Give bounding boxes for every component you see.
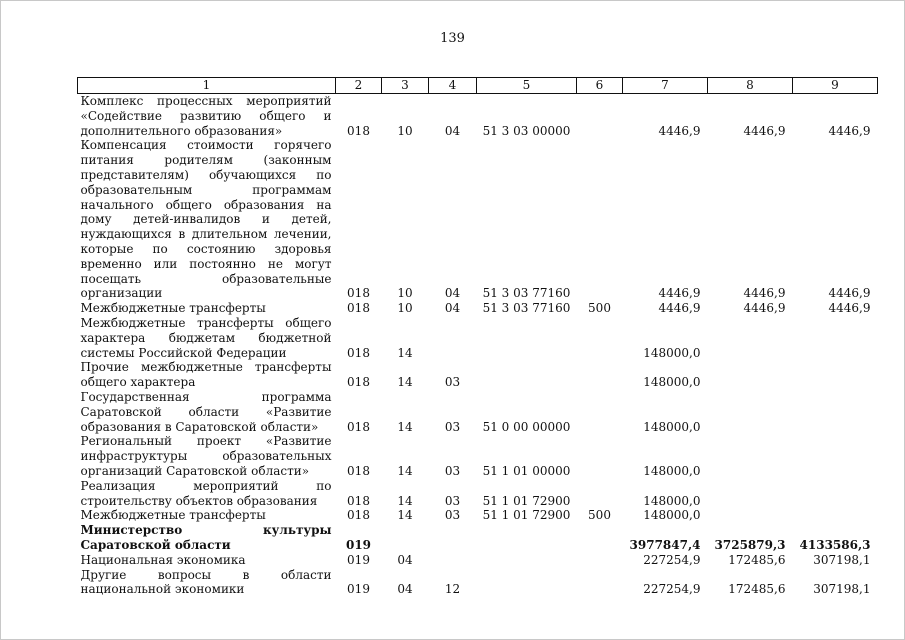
column-header: 2 [336, 78, 382, 94]
row-name: Реализация мероприятий по строительству объектов образования [80, 478, 332, 508]
code-section: 14 [397, 463, 413, 478]
amount-col7: 3977847,4 [629, 537, 701, 552]
code-subsection: 04 [444, 123, 461, 138]
row-name: Национальная экономика [80, 552, 246, 567]
table-row [78, 523, 878, 553]
code-target-article: 51 3 03 77160 [482, 286, 571, 301]
amount-col9: 307198,1 [813, 582, 871, 597]
code-ministry: 019 [347, 582, 370, 597]
code-ministry: 019 [345, 537, 372, 552]
code-ministry: 018 [347, 463, 370, 478]
code-target-article [477, 568, 577, 598]
code-target-article [477, 553, 577, 568]
code-target-article: 51 1 01 72900 [482, 508, 571, 523]
code-expense-type [577, 434, 623, 478]
code-subsection: 03 [444, 508, 461, 523]
table-row [78, 138, 878, 301]
code-expense-type [577, 568, 623, 598]
table-row [78, 94, 878, 139]
code-subsection: 04 [444, 286, 461, 301]
code-section: 14 [397, 345, 413, 360]
amount-col9: 4446,9 [828, 286, 871, 301]
amount-col7: 148000,0 [643, 508, 701, 523]
table-row [78, 360, 878, 390]
table-row [78, 479, 878, 509]
amount-col8 [708, 360, 793, 390]
amount-col8 [708, 479, 793, 509]
column-header: 7 [623, 78, 708, 94]
code-section: 10 [397, 301, 413, 316]
code-expense-type [577, 553, 623, 568]
code-target-article [477, 523, 577, 553]
column-header: 6 [577, 78, 623, 94]
row-name: Межбюджетные трансферты [80, 301, 266, 316]
table-body [78, 94, 878, 598]
amount-col7: 148000,0 [643, 345, 701, 360]
amount-col7: 148000,0 [643, 493, 701, 508]
code-expense-type [577, 94, 623, 139]
code-ministry: 018 [347, 301, 370, 316]
page-number: 139 [440, 31, 465, 46]
amount-col8 [708, 434, 793, 478]
amount-col8: 4446,9 [743, 301, 786, 316]
code-expense-type: 500 [588, 301, 611, 316]
amount-col8: 4446,9 [743, 123, 786, 138]
code-target-article [477, 360, 577, 390]
amount-col9: 4446,9 [828, 301, 871, 316]
amount-col7: 148000,0 [643, 375, 701, 390]
amount-col9 [793, 316, 878, 360]
code-ministry: 018 [347, 508, 370, 523]
code-target-article: 51 1 01 72900 [482, 493, 571, 508]
amount-col7: 4446,9 [658, 286, 701, 301]
code-section: 10 [397, 123, 413, 138]
header-row [78, 78, 878, 94]
code-ministry: 018 [347, 493, 370, 508]
table-row [78, 508, 878, 523]
code-target-article [477, 316, 577, 360]
amount-col9: 4133586,3 [799, 537, 871, 552]
amount-col8 [708, 390, 793, 434]
table-row [78, 316, 878, 360]
code-section: 14 [397, 375, 413, 390]
amount-col9 [793, 434, 878, 478]
code-target-article: 51 3 03 00000 [482, 123, 571, 138]
column-header: 8 [708, 78, 793, 94]
table-row [78, 568, 878, 598]
row-name: Компенсация стоимости горячего питания родителям (законным представителям) обучающихся по образовательным программам начального общего образования на дому детей-инвалидов и детей, нуждающихся в длительном лечении, которые по состоянию здоровья временно или постоянно не могут посещать образовательные организации [80, 138, 332, 301]
code-target-article: 51 1 01 00000 [482, 463, 571, 478]
code-section: 04 [397, 582, 413, 597]
amount-col9 [793, 390, 878, 434]
amount-col8: 3725879,3 [714, 537, 786, 552]
table-row [78, 301, 878, 316]
row-name: Межбюджетные трансферты [80, 508, 266, 523]
table-row [78, 390, 878, 434]
column-header: 1 [78, 78, 336, 94]
code-section: 14 [397, 508, 413, 523]
amount-col7: 4446,9 [658, 301, 701, 316]
code-expense-type [577, 479, 623, 509]
row-name: Прочие межбюджетные трансферты общего характера [80, 360, 332, 390]
code-subsection [429, 523, 477, 553]
code-expense-type [577, 523, 623, 553]
code-subsection: 04 [444, 301, 461, 316]
code-subsection [429, 553, 477, 568]
code-expense-type [577, 360, 623, 390]
code-ministry: 018 [347, 375, 370, 390]
amount-col7: 227254,9 [643, 552, 701, 567]
amount-col7: 148000,0 [643, 419, 701, 434]
row-name: Другие вопросы в области национальной экономики [80, 567, 332, 597]
column-header: 9 [793, 78, 878, 94]
amount-col7: 227254,9 [643, 582, 701, 597]
row-name: Комплекс процессных мероприятий «Содействие развитию общего и дополнительного образования» [80, 94, 332, 138]
code-ministry: 018 [347, 345, 370, 360]
row-name: Государственная программа Саратовской области «Развитие образования в Саратовской области» [80, 389, 332, 434]
row-name: Региональный проект «Развитие инфраструктуры образовательных организаций Саратовской области» [80, 434, 332, 478]
code-subsection: 12 [444, 582, 461, 597]
code-subsection: 03 [444, 463, 461, 478]
code-section: 04 [397, 552, 413, 567]
code-target-article: 51 0 00 00000 [482, 419, 571, 434]
table-row [78, 553, 878, 568]
code-ministry: 018 [347, 286, 370, 301]
row-name: Межбюджетные трансферты общего характера бюджетам бюджетной системы Российской Федерации [80, 315, 332, 360]
code-ministry: 018 [347, 419, 370, 434]
code-section: 10 [397, 286, 413, 301]
table-row [78, 434, 878, 478]
amount-col8 [708, 316, 793, 360]
amount-col9 [793, 360, 878, 390]
code-subsection: 03 [444, 493, 461, 508]
code-subsection: 03 [444, 375, 461, 390]
amount-col9 [793, 479, 878, 509]
code-expense-type [577, 316, 623, 360]
code-target-article: 51 3 03 77160 [482, 301, 571, 316]
code-subsection: 03 [444, 419, 461, 434]
amount-col9 [793, 508, 878, 523]
code-expense-type [577, 390, 623, 434]
amount-col9: 307198,1 [813, 552, 871, 567]
amount-col7: 148000,0 [643, 463, 701, 478]
amount-col8: 172485,6 [728, 582, 786, 597]
code-ministry: 018 [347, 123, 370, 138]
code-subsection [429, 316, 477, 360]
code-section: 14 [397, 493, 413, 508]
code-expense-type: 500 [588, 508, 611, 523]
column-header: 5 [477, 78, 577, 94]
budget-table [77, 77, 878, 597]
column-header: 4 [429, 78, 477, 94]
code-section: 14 [397, 419, 413, 434]
row-name: Министерство культуры Саратовской области [80, 523, 332, 552]
amount-col8: 172485,6 [728, 552, 786, 567]
amount-col8: 4446,9 [743, 286, 786, 301]
amount-col8 [708, 508, 793, 523]
code-expense-type [577, 138, 623, 301]
code-ministry: 019 [347, 552, 370, 567]
code-section [382, 523, 429, 553]
amount-col7: 4446,9 [658, 123, 701, 138]
amount-col9: 4446,9 [828, 123, 871, 138]
column-header: 3 [382, 78, 429, 94]
